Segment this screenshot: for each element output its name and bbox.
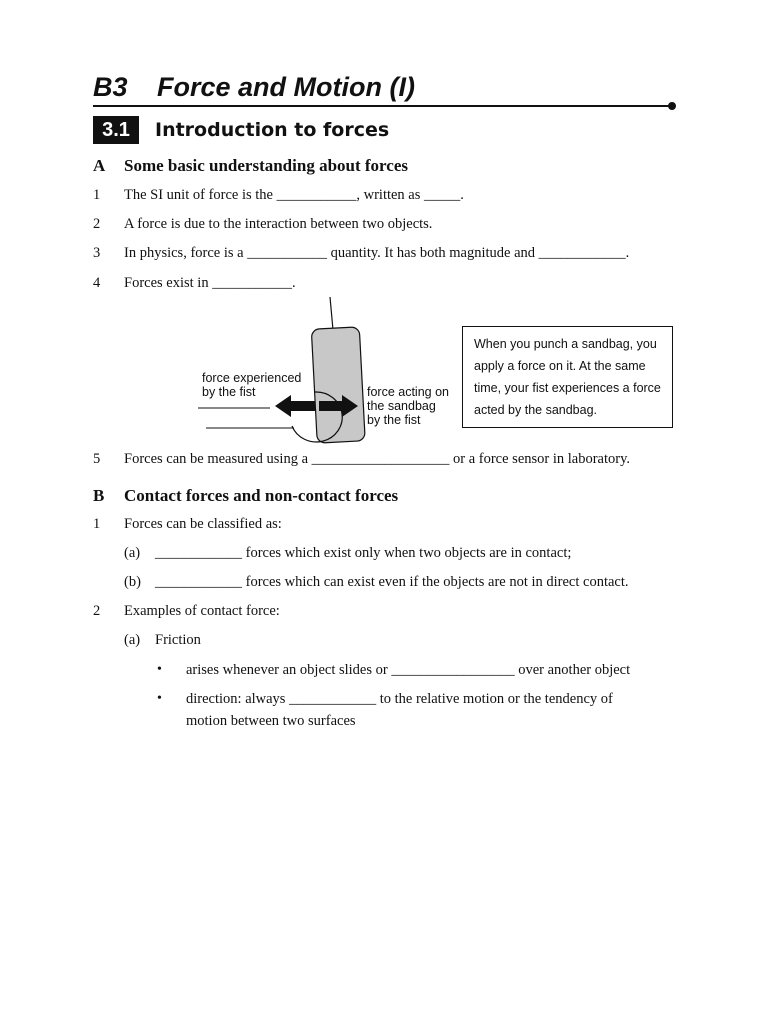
header-rule-dot <box>668 102 676 110</box>
part-a-heading: Some basic understanding about forces <box>124 156 408 175</box>
item-text: Forces can be measured using a ___________________ or a force sensor in laboratory. <box>124 451 631 467</box>
item-number: 1 <box>93 187 101 203</box>
sandbag-rope <box>330 297 333 330</box>
sub-item-text: Friction <box>155 632 201 648</box>
item-text: The SI unit of force is the ___________, written as _____. <box>124 187 464 203</box>
item-text: Forces can be classified as: <box>124 516 282 532</box>
bullet-text: direction: always ____________ to the relative motion or the tendency of <box>186 691 613 707</box>
sub-item-label: (b) <box>124 574 141 590</box>
sub-item-text: ____________ forces which can exist even if the objects are not in direct contact. <box>155 574 629 590</box>
item-number: 3 <box>93 245 101 261</box>
item-text: A force is due to the interaction between two objects. <box>124 216 433 232</box>
bullet-dot: • <box>157 662 162 677</box>
left-force-label: force experienced by the fist <box>202 371 302 399</box>
item-text: In physics, force is a ___________ quantity. It has both magnitude and ____________. <box>124 245 630 261</box>
right-force-label: force acting on the sandbag by the fist <box>367 385 449 427</box>
chapter-number: B3 <box>93 72 128 102</box>
sub-item-text: ____________ forces which exist only when two objects are in contact; <box>155 545 572 561</box>
part-b-letter: B <box>93 486 105 505</box>
bullet-text: arises whenever an object slides or _________________ over another object <box>186 662 631 678</box>
sub-item-label: (a) <box>124 632 141 648</box>
callout-box: When you punch a sandbag, you apply a force on it. At the same time, your fist experiences a force acted by the sandbag. <box>462 326 673 428</box>
section-title: Introduction to forces <box>155 119 390 141</box>
sandbag <box>311 327 365 443</box>
item-number: 5 <box>93 451 101 467</box>
part-a-letter: A <box>93 156 106 175</box>
section-number-badge: 3.1 <box>93 116 139 144</box>
sub-item-label: (a) <box>124 545 141 561</box>
item-number: 2 <box>93 603 101 619</box>
item-number: 2 <box>93 216 101 232</box>
chapter-heading <box>93 72 415 103</box>
item-text: Examples of contact force: <box>124 603 280 619</box>
header-rule <box>93 105 673 107</box>
item-number: 4 <box>93 275 101 291</box>
bullet-dot: • <box>157 691 162 706</box>
bullet-text-continued: motion between two surfaces <box>186 713 356 729</box>
chapter-title: Force and Motion (I) <box>157 72 415 102</box>
item-text: Forces exist in ___________. <box>124 275 296 291</box>
item-number: 1 <box>93 516 101 532</box>
part-b-heading: Contact forces and non-contact forces <box>124 486 399 505</box>
